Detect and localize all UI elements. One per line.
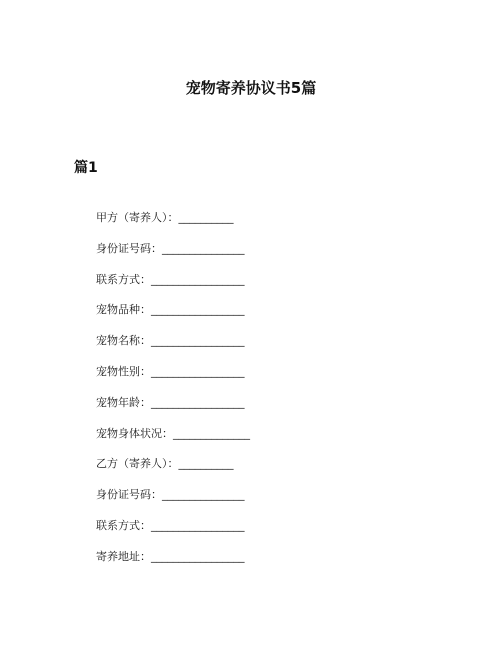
field-pet-breed: [96, 300, 250, 331]
field-blank: _________________: [151, 518, 245, 532]
field-party-b-id: [96, 485, 250, 516]
field-label: 宠物年龄：: [96, 395, 151, 409]
field-party-b-contact: [96, 516, 250, 547]
field-list: [96, 208, 250, 578]
field-party-b: [96, 454, 250, 485]
section-heading: 篇1: [74, 160, 98, 176]
field-blank: __________: [178, 211, 234, 224]
field-blank: _______________: [162, 241, 245, 255]
field-pet-age: [96, 393, 250, 424]
field-party-a-id: [96, 239, 250, 270]
field-label: 身份证号码：: [96, 241, 162, 255]
document-title: 宠物寄养协议书5篇: [185, 79, 317, 97]
field-label: 宠物品种：: [96, 303, 151, 317]
field-label: 甲方（寄养人）：: [96, 211, 179, 224]
field-blank: ______________: [173, 426, 250, 440]
field-blank: _________________: [151, 395, 245, 409]
field-label: 身份证号码：: [96, 488, 162, 502]
field-label: 联系方式：: [96, 518, 151, 532]
field-pet-name: [96, 331, 250, 362]
field-blank: __________: [178, 457, 234, 471]
field-blank: _________________: [151, 334, 245, 348]
field-label: 宠物身体状况：: [96, 426, 173, 440]
field-blank: _________________: [151, 549, 245, 563]
field-pet-gender: [96, 362, 250, 393]
field-label: 宠物名称：: [96, 334, 151, 348]
field-pet-health: [96, 424, 250, 455]
field-label: 联系方式：: [96, 272, 151, 286]
field-blank: _________________: [151, 272, 245, 286]
field-party-a: [96, 208, 250, 239]
field-label: 乙方（寄养人）：: [96, 457, 179, 471]
field-blank: _______________: [162, 488, 245, 502]
field-label: 寄养地址：: [96, 549, 151, 563]
field-blank: _________________: [151, 303, 245, 317]
field-party-a-contact: [96, 270, 250, 301]
field-blank: _________________: [151, 364, 245, 378]
field-label: 宠物性别：: [96, 364, 151, 378]
field-boarding-address: [96, 547, 250, 578]
